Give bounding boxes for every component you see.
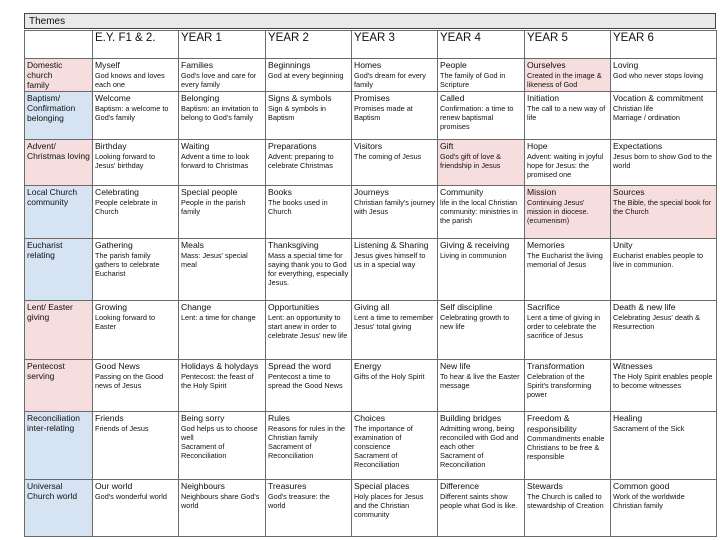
topic-description: Admitting wrong, being reconciled with God and each other Sacrament of Reconciliation (440, 423, 519, 470)
topic-title: Welcome (95, 93, 131, 103)
topic-title: Change (181, 302, 212, 312)
topic-cell (525, 239, 611, 301)
topic-description: The Eucharist the living memorial of Jesus (527, 250, 603, 269)
topic-description: God's treasure: the world (268, 491, 330, 510)
topic-cell (266, 480, 352, 537)
column-header: YEAR 4 (438, 31, 525, 59)
topic-cell (179, 301, 266, 360)
topic-description: Christian life Marriage / ordination (613, 103, 680, 122)
topic-title: Building bridges (440, 413, 502, 423)
topic-description: Baptism: an invitation to belong to God's family (181, 103, 259, 122)
topic-title: Good News (95, 361, 140, 371)
topic-cell (179, 239, 266, 301)
topic-cell (266, 140, 352, 186)
topic-cell (179, 360, 266, 412)
topic-description: God knows and loves each one (95, 70, 165, 89)
topic-description: God's dream for every family (354, 70, 426, 89)
topic-cell (611, 480, 717, 537)
topic-title: Books (268, 187, 292, 197)
topic-cell (438, 301, 525, 360)
topic-title: Choices (354, 413, 386, 423)
topic-cell (438, 480, 525, 537)
topic-title: Celebrating (95, 187, 139, 197)
topic-cell (266, 239, 352, 301)
topic-title: Preparations (268, 141, 317, 151)
topic-cell (525, 301, 611, 360)
topic-description: Jesus born to show God to the world (613, 151, 712, 170)
topic-cell (266, 186, 352, 239)
topic-description: Lent: a time for change (181, 312, 256, 322)
topic-description: Lent: an opportunity to start anew in order to celebrate Jesus' new life (268, 312, 348, 340)
topic-description: Neighbours share God's world (181, 491, 260, 510)
topic-title: Holidays & holydays (181, 361, 259, 371)
corner-cell (25, 31, 93, 59)
topic-cell (179, 140, 266, 186)
topic-description: Pentecost: the feast of the Holy Spirit (181, 371, 254, 390)
topic-description: The Holy Spirit enables people to become witnesses (613, 371, 713, 390)
topic-description: Confirmation: a time to renew baptismal promises (440, 103, 514, 131)
topic-title: Giving all (354, 302, 390, 312)
topic-title: Opportunities (268, 302, 320, 312)
topic-title: Gift (440, 141, 454, 151)
theme-label: Domestic church family (25, 59, 93, 92)
column-header: YEAR 2 (266, 31, 352, 59)
topic-cell (525, 412, 611, 480)
topic-description: God's wonderful world (95, 491, 167, 501)
topic-title: Difference (440, 481, 480, 491)
topic-cell (266, 301, 352, 360)
topic-cell (611, 301, 717, 360)
topic-description: Celebrating growth to new life (440, 312, 510, 331)
topic-description: Work of the worldwide Christian family (613, 491, 685, 510)
topic-cell (611, 239, 717, 301)
topic-description: Friends of Jesus (95, 423, 149, 433)
topic-title: Beginnings (268, 60, 311, 70)
topic-description: Created in the image & likeness of God (527, 70, 602, 89)
topic-description: Mass a special time for saying thank you to God for everything, especially Jesus. (268, 250, 349, 288)
topic-title: Spread the word (268, 361, 332, 371)
theme-row (25, 239, 717, 301)
topic-description: The coming of Jesus (354, 151, 422, 161)
topic-description: The importance of examination of conscience Sacrament of Reconciliation (354, 423, 413, 470)
topic-cell (611, 59, 717, 92)
topic-title: Waiting (181, 141, 210, 151)
topic-description: Looking forward to Jesus' birthday (95, 151, 156, 170)
topic-title: Vocation & commitment (613, 93, 704, 103)
topic-title: Witnesses (613, 361, 653, 371)
topic-cell (352, 360, 438, 412)
topic-title: Gathering (95, 240, 133, 250)
topic-cell (179, 412, 266, 480)
topic-cell (525, 360, 611, 412)
topic-title: Treasures (268, 481, 307, 491)
topic-cell (266, 412, 352, 480)
topic-cell (438, 239, 525, 301)
topic-description: Promises made at Baptism (354, 103, 413, 122)
topic-title: Special places (354, 481, 410, 491)
topic-description: Reasons for rules in the Christian family Sacrament of Reconciliation (268, 423, 346, 461)
topic-title: Self discipline (440, 302, 493, 312)
topic-description: God's gift of love & friendship in Jesus (440, 151, 502, 170)
topic-description: Holy places for Jesus and the Christian community (354, 491, 424, 519)
curriculum-grid (24, 30, 717, 537)
topic-cell (611, 186, 717, 239)
topic-title: Meals (181, 240, 204, 250)
theme-row (25, 412, 717, 480)
topic-description: The books used in Church (268, 197, 328, 216)
topic-cell (438, 360, 525, 412)
topic-title: Friends (95, 413, 124, 423)
topic-description: Celebrating Jesus' death & Resurrection (613, 312, 700, 331)
topic-title: Journeys (354, 187, 389, 197)
topic-title: New life (440, 361, 471, 371)
topic-title: Belonging (181, 93, 220, 103)
topic-cell (266, 92, 352, 140)
topic-title: Energy (354, 361, 382, 371)
theme-row (25, 92, 717, 140)
column-header: E.Y. F1 & 2. (93, 31, 179, 59)
topic-cell (352, 140, 438, 186)
topic-title: Healing (613, 413, 643, 423)
topic-cell (438, 186, 525, 239)
topic-title: Rules (268, 413, 290, 423)
topic-cell (266, 59, 352, 92)
topic-cell (352, 412, 438, 480)
topic-title: Death & new life (613, 302, 676, 312)
topic-title: People (440, 60, 467, 70)
topic-description: To hear & live the Easter message (440, 371, 520, 390)
topic-cell (611, 140, 717, 186)
topic-title: Mission (527, 187, 557, 197)
theme-row (25, 360, 717, 412)
topic-title: Transformation (527, 361, 585, 371)
topic-description: Looking forward to Easter (95, 312, 156, 331)
topic-title: Hope (527, 141, 548, 151)
topic-title: Listening & Sharing (354, 240, 429, 250)
topic-cell (438, 140, 525, 186)
topic-cell (352, 480, 438, 537)
topic-description: The family of God in Scripture (440, 70, 506, 89)
topic-description: Baptism: a welcome to God's family (95, 103, 169, 122)
topic-description: Passing on the Good news of Jesus (95, 371, 164, 390)
topic-cell (525, 140, 611, 186)
topic-description: Different saints show people what God is like. (440, 491, 518, 510)
topic-description: The Bible, the special book for the Church (613, 197, 712, 216)
topic-description: The Church is called to stewardship of Creation (527, 491, 604, 510)
theme-row (25, 301, 717, 360)
column-header: YEAR 5 (525, 31, 611, 59)
topic-description: Advent: preparing to celebrate Christmas (268, 151, 334, 170)
topic-title: Myself (95, 60, 120, 70)
topic-description: Jesus gives himself to us in a special way (354, 250, 426, 269)
topic-description: Christian family's journey with Jesus (354, 197, 435, 216)
topic-cell (266, 360, 352, 412)
topic-cell (93, 301, 179, 360)
theme-label: Advent/ Christmas loving (25, 140, 93, 186)
theme-row (25, 140, 717, 186)
topic-cell (93, 140, 179, 186)
theme-label: Baptism/ Confirmation belonging (25, 92, 93, 140)
topic-description: Advent: waiting in joyful hope for Jesus: the promised one (527, 151, 604, 179)
topic-description: Sign & symbols in Baptism (268, 103, 326, 122)
topic-cell (352, 186, 438, 239)
topic-title: Promises (354, 93, 390, 103)
topic-title: Loving (613, 60, 639, 70)
topic-description: God who never stops loving (613, 70, 704, 80)
topic-cell (352, 239, 438, 301)
topic-cell (611, 412, 717, 480)
topic-title: Birthday (95, 141, 127, 151)
theme-label: Reconciliation inter-relating (25, 412, 93, 480)
topic-description: Continuing Jesus' mission in diocese. (ecumenism) (527, 197, 589, 225)
topic-cell (93, 412, 179, 480)
topic-title: Growing (95, 302, 127, 312)
header-row (25, 31, 717, 59)
topic-description: God helps us to choose well Sacrament of Reconciliation (181, 423, 258, 461)
topic-description: Lent a time of giving in order to celebrate the sacrifice of Jesus (527, 312, 601, 340)
topic-title: Freedom & responsibility (527, 413, 577, 434)
theme-label: Pentecost serving (25, 360, 93, 412)
topic-description: Gifts of the Holy Spirit (354, 371, 425, 381)
topic-cell (525, 480, 611, 537)
topic-description: Eucharist enables people to live in communion. (613, 250, 704, 269)
topic-description: Sacrament of the Sick (613, 423, 685, 433)
topic-description: Pentecost a time to spread the Good News (268, 371, 343, 390)
topic-title: Visitors (354, 141, 383, 151)
column-header: YEAR 6 (611, 31, 717, 59)
topic-title: Our world (95, 481, 133, 491)
topic-title: Special people (181, 187, 238, 197)
topic-title: Sources (613, 187, 645, 197)
topic-cell (438, 59, 525, 92)
topic-cell (93, 186, 179, 239)
theme-label: Eucharist relating (25, 239, 93, 301)
topic-cell (611, 92, 717, 140)
topic-cell (179, 186, 266, 239)
theme-label: Local Church community (25, 186, 93, 239)
topic-title: Common good (613, 481, 670, 491)
topic-title: Memories (527, 240, 565, 250)
topic-cell (438, 412, 525, 480)
topic-cell (179, 59, 266, 92)
topic-cell (93, 239, 179, 301)
theme-label: Universal Church world (25, 480, 93, 537)
topic-description: life in the local Christian community: ministries in the parish (440, 197, 518, 225)
topic-description: Advent a time to look forward to Christmas (181, 151, 250, 170)
topic-description: God at every beginning (268, 70, 344, 80)
themes-tab-label: Themes (24, 13, 716, 29)
topic-title: Initiation (527, 93, 560, 103)
topic-title: Thanksgiving (268, 240, 319, 250)
topic-title: Unity (613, 240, 633, 250)
topic-title: Signs & symbols (268, 93, 332, 103)
topic-cell (525, 92, 611, 140)
topic-description: Mass: Jesus' special meal (181, 250, 248, 269)
topic-cell (352, 92, 438, 140)
theme-row (25, 186, 717, 239)
topic-cell (525, 186, 611, 239)
topic-title: Ourselves (527, 60, 566, 70)
topic-title: Sacrifice (527, 302, 560, 312)
theme-label: Lent/ Easter giving (25, 301, 93, 360)
theme-row (25, 59, 717, 92)
topic-cell (179, 480, 266, 537)
topic-title: Expectations (613, 141, 663, 151)
topic-description: The call to a new way of life (527, 103, 606, 122)
topic-description: Celebration of the Spirit's transforming power (527, 371, 592, 399)
topic-cell (93, 92, 179, 140)
column-header: YEAR 1 (179, 31, 266, 59)
topic-cell (179, 92, 266, 140)
topic-description: God's love and care for every family (181, 70, 257, 89)
topic-cell (438, 92, 525, 140)
topic-title: Giving & receiving (440, 240, 510, 250)
topic-description: Commandments enable Christians to be free & responsible (527, 434, 605, 462)
topic-description: People in the parish family (181, 197, 246, 216)
topic-title: Being sorry (181, 413, 225, 423)
theme-row (25, 480, 717, 537)
topic-cell (93, 480, 179, 537)
topic-title: Homes (354, 60, 382, 70)
topic-description: People celebrate in Church (95, 197, 158, 216)
topic-cell (611, 360, 717, 412)
column-header: YEAR 3 (352, 31, 438, 59)
topic-description: Lent a time to remember Jesus' total giving (354, 312, 434, 331)
topic-cell (352, 301, 438, 360)
topic-cell (93, 59, 179, 92)
topic-title: Called (440, 93, 465, 103)
topic-title: Families (181, 60, 213, 70)
topic-title: Stewards (527, 481, 563, 491)
topic-title: Neighbours (181, 481, 225, 491)
topic-cell (93, 360, 179, 412)
topic-description: The parish family gathers to celebrate Eucharist (95, 250, 160, 278)
topic-cell (525, 59, 611, 92)
topic-title: Community (440, 187, 484, 197)
topic-cell (352, 59, 438, 92)
topic-description: Living in communion (440, 250, 507, 260)
